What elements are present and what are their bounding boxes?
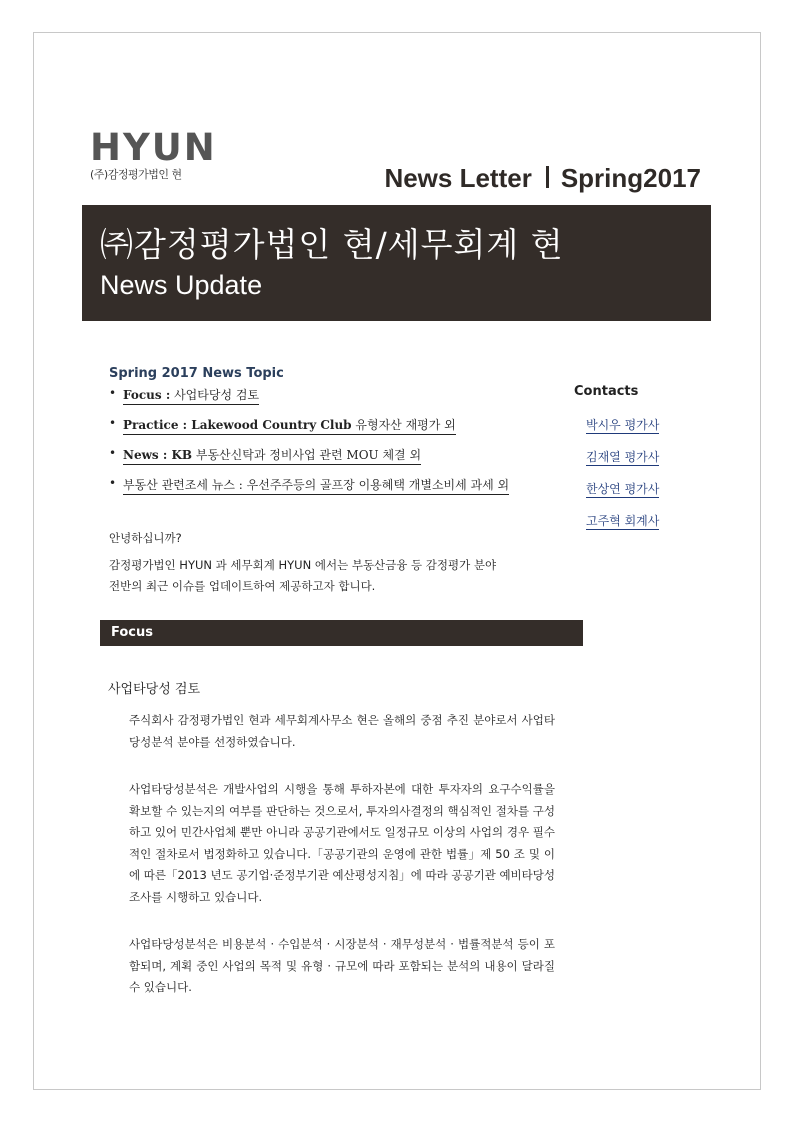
- banner-subtitle: News Update: [100, 270, 263, 300]
- topic-item[interactable]: [109, 416, 564, 446]
- greeting: 안녕하십니까?: [109, 531, 182, 545]
- topic-text: 부동산 관련조세 뉴스 : 우선주주등의 골프장 이용혜택 개별소비세 과세 외: [123, 478, 510, 492]
- topic-link[interactable]: [123, 416, 456, 435]
- topic-item[interactable]: [109, 476, 564, 506]
- contact-link[interactable]: 고주혁 회계사: [586, 514, 660, 528]
- bullet: •: [109, 386, 117, 400]
- topic-link[interactable]: [123, 386, 259, 405]
- section-header-bar: Focus: [100, 620, 583, 646]
- topic-item[interactable]: [109, 446, 564, 476]
- contacts-heading: Contacts: [574, 384, 639, 399]
- contact-item: [586, 414, 659, 446]
- intro-line: 감정평가법인 HYUN 과 세무회계 HYUN 에서는 부동산금융 등 감정평가 분야: [109, 558, 497, 572]
- contact-link[interactable]: 박시우 평가사: [586, 418, 660, 432]
- logo-subtitle: (주)감정평가법인 현: [90, 168, 182, 181]
- bullet: •: [109, 446, 117, 460]
- topic-link[interactable]: [123, 446, 421, 465]
- title-banner: [82, 205, 711, 321]
- topic-text: 사업타당성 검토: [170, 388, 260, 402]
- season-label: Spring2017: [560, 163, 701, 193]
- bullet: •: [109, 416, 117, 430]
- body-paragraph: 사업타당성분석은 비용분석 · 수입분석 · 시장분석 · 재무성분석 · 법률적분석 등이 포함되며, 계획 중인 사업의 목적 및 유형 · 규모에 따라 포함되는 분석의 내용이 달라질 수 있습니다.: [129, 937, 555, 994]
- contact-item: [586, 478, 659, 510]
- contact-link[interactable]: 한상연 평가사: [586, 482, 660, 496]
- topic-text: 유형자산 재평가 외: [351, 418, 456, 432]
- newsletter-header: [384, 163, 701, 194]
- topic-label: News : KB: [123, 448, 193, 462]
- logo-wordmark: HYUN: [90, 126, 217, 169]
- topic-label: Practice : Lakewood Country Club: [123, 418, 352, 432]
- topics-list: [109, 386, 564, 506]
- section-title: 사업타당성 검토: [108, 682, 201, 697]
- topic-label: Focus :: [123, 388, 171, 402]
- contact-item: [586, 446, 659, 478]
- banner-title: ㈜감정평가법인 현/세무회계 현: [100, 225, 564, 264]
- intro-line: 전반의 최근 이슈를 업데이트하여 제공하고자 합니다.: [109, 579, 376, 593]
- company-logo: [90, 128, 217, 182]
- topic-item[interactable]: [109, 386, 564, 416]
- topic-link[interactable]: [123, 476, 509, 495]
- topics-heading: Spring 2017 News Topic: [109, 366, 284, 381]
- newsletter-label: News Letter: [384, 163, 532, 193]
- body-paragraph: 사업타당성분석은 개발사업의 시행을 통해 투하자본에 대한 투자자의 요구수익률을 확보할 수 있는지의 여부를 판단하는 것으로서, 투자의사결정의 핵심적인 절차를 구성하고 있어 민간사업체 뿐만 아니라 공공기관에서도 일정규모 이상의 사업의 경우 필수적인 절차로서 법정화하고 있습니다.「공공기관의 운영에 관한 법률」제 50 조 및 이에 따른「2013 년도 공기업·준정부기관 예산평성지침」에 따라 공공기관 예비타당성 조사를 시행하고 있습니다.: [129, 782, 555, 904]
- contact-item: [586, 510, 659, 542]
- body-paragraph: 주식회사 감정평가법인 현과 세무회계사무소 현은 올해의 중점 추진 분야로서 사업타당성분석 분야를 선정하였습니다.: [129, 713, 555, 749]
- contact-link[interactable]: 김재열 평가사: [586, 450, 660, 464]
- topic-text: 부동산신탁과 정비사업 관련 MOU 체결 외: [192, 448, 422, 462]
- bullet: •: [109, 476, 117, 490]
- contacts-list: [586, 414, 659, 542]
- intro-paragraph: [109, 555, 561, 597]
- header-separator: [546, 166, 549, 188]
